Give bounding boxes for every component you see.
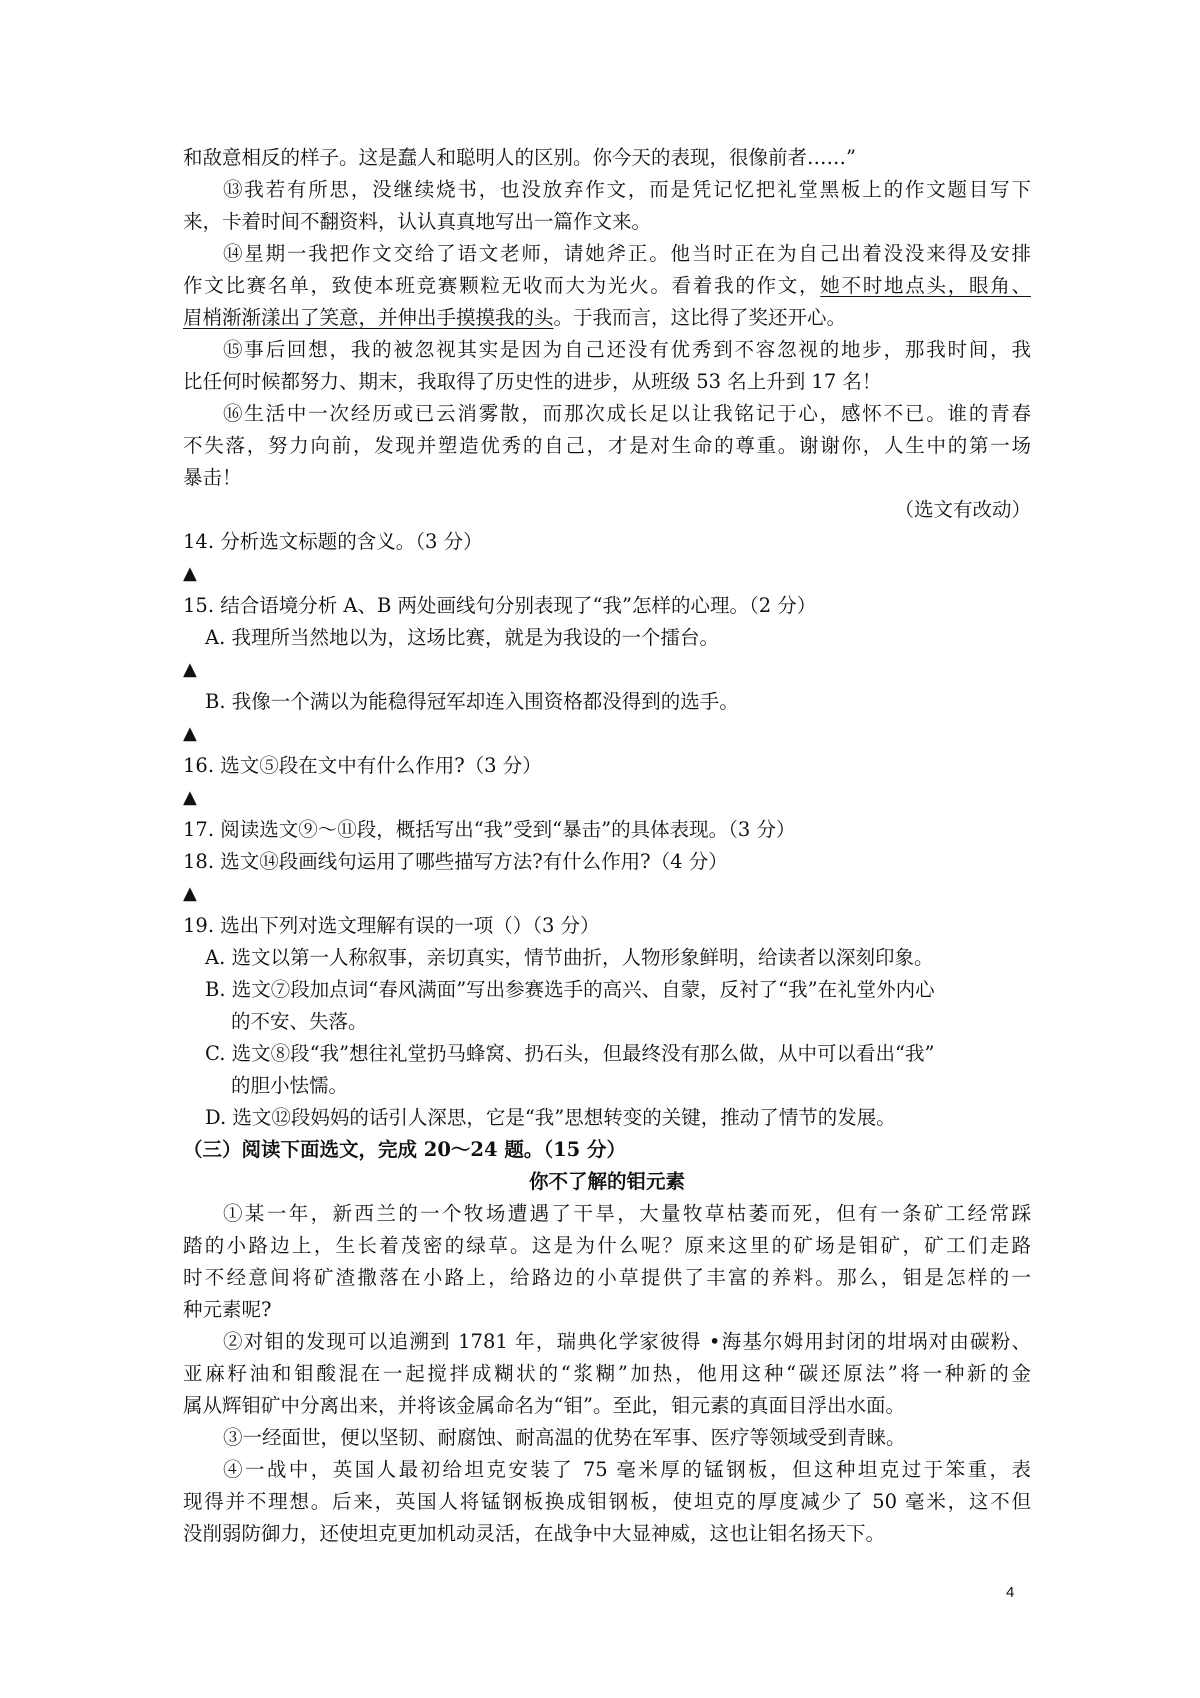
paragraph-16-line-1: ⑯生活中一次经历或已云消雾散，而那次成长足以让我铭记于心，感怀不已。谁的青春 [223,402,1031,425]
adaptation-note: （选文有改动） [894,498,1031,521]
article-paragraph-1-line-3: 时不经意间将矿渣撒落在小路上，给路边的小草提供了丰富的养料。那么，钼是怎样的一 [183,1266,1031,1289]
question-19-option-b: B. 选文⑦段加点词“春风满面”写出参赛选手的高兴、自蒙，反衬了“我”在礼堂外内心 [205,978,935,1001]
question-18: 18. 选文⑭段画线句运用了哪些描写方法?有什么作用?（4 分） [183,850,728,873]
paragraph-14-line-3 [183,302,1031,334]
question-17: 17. 阅读选文⑨～⑪段，概括写出“我”受到“暴击”的具体表现。（3 分） [183,818,796,841]
question-19-option-d: D. 选文⑫段妈妈的话引人深思，它是“我”思想转变的关键，推动了情节的发展。 [205,1106,896,1129]
paragraph-15-line-1: ⑮事后回想，我的被忽视其实是因为自己还没有优秀到不容忽视的地步，那我时间，我 [223,338,1031,361]
paragraph-14-line-2 [183,270,1031,302]
paragraph-15-line-2: 比任何时候都努力、期末，我取得了历史性的进步，从班级 53 名上升到 17 名！ [183,370,882,393]
paragraph-14-text: 作文比赛名单，致使本班竞赛颗粒无收而大为光火。看着我的作文， [183,274,821,297]
question-15-item-b: B. 我像一个满以为能稳得冠军却连入围资格都没得到的选手。 [205,690,739,713]
article-paragraph-2-line-2: 亚麻籽油和钼酸混在一起搅拌成糊状的“浆糊”加热，他用这种“碳还原法”将一种新的金 [183,1362,1031,1385]
answer-mark: ▲ [183,563,197,584]
question-19-option-b-cont: 的不安、失落。 [231,1010,368,1033]
article-paragraph-1-line-4: 种元素呢? [183,1298,272,1321]
paragraph-14-text: 。于我而言，这比得了奖还开心。 [553,306,847,329]
paragraph-16-line-2: 不失落，努力向前，发现并塑造优秀的自己，才是对生命的尊重。谢谢你，人生中的第一场 [183,434,1031,457]
question-19: 19. 选出下列对选文理解有误的一项（）（3 分） [183,914,600,937]
article-paragraph-4-line-1: ④一战中，英国人最初给坦克安装了 75 毫米厚的锰钢板，但这种坦克过于笨重，表 [223,1458,1031,1481]
page-content [183,142,1031,1550]
question-14: 14. 分析选文标题的含义。（3 分） [183,530,483,553]
question-16: 16. 选文⑤段在文中有什么作用?（3 分） [183,754,542,777]
question-19-option-c: C. 选文⑧段“我”想往礼堂扔马蜂窝、扔石头，但最终没有那么做，从中可以看出“我” [205,1042,935,1065]
paragraph-14-line-1: ⑭星期一我把作文交给了语文老师，请她斧正。他当时正在为自己出着没没来得及安排 [223,242,1031,265]
article-paragraph-4-line-2: 现得并不理想。后来，英国人将锰钢板换成钼钢板，使坦克的厚度减少了 50 毫米，这不但 [183,1490,1031,1513]
article-paragraph-2-line-1: ②对钼的发现可以追溯到 1781 年，瑞典化学家彼得 •海基尔姆用封闭的坩埚对由碳粉、 [223,1330,1031,1353]
page-number: 4 [1006,1584,1015,1601]
article-paragraph-3-line-1: ③一经面世，便以坚韧、耐腐蚀、耐高温的优势在军事、医疗等领域受到青睐。 [223,1426,906,1449]
article-title: 你不了解的钼元素 [528,1170,685,1193]
section-3-heading: （三）阅读下面选文，完成 20～24 题。（15 分） [183,1138,627,1161]
question-15: 15. 结合语境分析 A、B 两处画线句分别表现了“我”怎样的心理。（2 分） [183,594,817,617]
article-paragraph-2-line-3: 属从辉钼矿中分离出来，并将该金属命名为“钼”。至此，钼元素的真面目浮出水面。 [183,1394,905,1417]
question-19-option-c-cont: 的胆小怯懦。 [231,1074,349,1097]
answer-mark: ▲ [183,659,197,680]
question-15-item-a: A. 我理所当然地以为，这场比赛，就是为我设的一个擂台。 [205,626,719,649]
paragraph-13-line-1: ⑬我若有所思，没继续烧书，也没放弃作文，而是凭记忆把礼堂黑板上的作文题目写下 [223,178,1031,201]
paragraph-16-line-3: 暴击！ [183,466,242,489]
article-paragraph-4-line-3: 没削弱防御力，还使坦克更加机动灵活，在战争中大显神威，这也让钼名扬天下。 [183,1522,886,1545]
underlined-sentence: 她不时地点头，眼角、 [820,274,1031,297]
paragraph-13-line-2: 来，卡着时间不翻资料，认认真真地写出一篇作文来。 [183,210,652,233]
question-19-option-a: A. 选文以第一人称叙事，亲切真实，情节曲折，人物形象鲜明，给读者以深刻印象。 [205,946,934,969]
underlined-sentence: 眉梢渐渐漾出了笑意，并伸出手摸摸我的头 [183,306,554,329]
passage-line: 和敌意相反的样子。这是蠢人和聪明人的区别。你今天的表现，很像前者……” [183,146,856,169]
answer-mark: ▲ [183,723,197,744]
answer-mark: ▲ [183,883,197,904]
article-paragraph-1-line-2: 踏的小路边上，生长着茂密的绿草。这是为什么呢？原来这里的矿场是钼矿，矿工们走路 [183,1234,1031,1257]
answer-mark: ▲ [183,787,197,808]
article-paragraph-1-line-1: ①某一年，新西兰的一个牧场遭遇了干旱，大量牧草枯萎而死，但有一条矿工经常踩 [223,1202,1031,1225]
